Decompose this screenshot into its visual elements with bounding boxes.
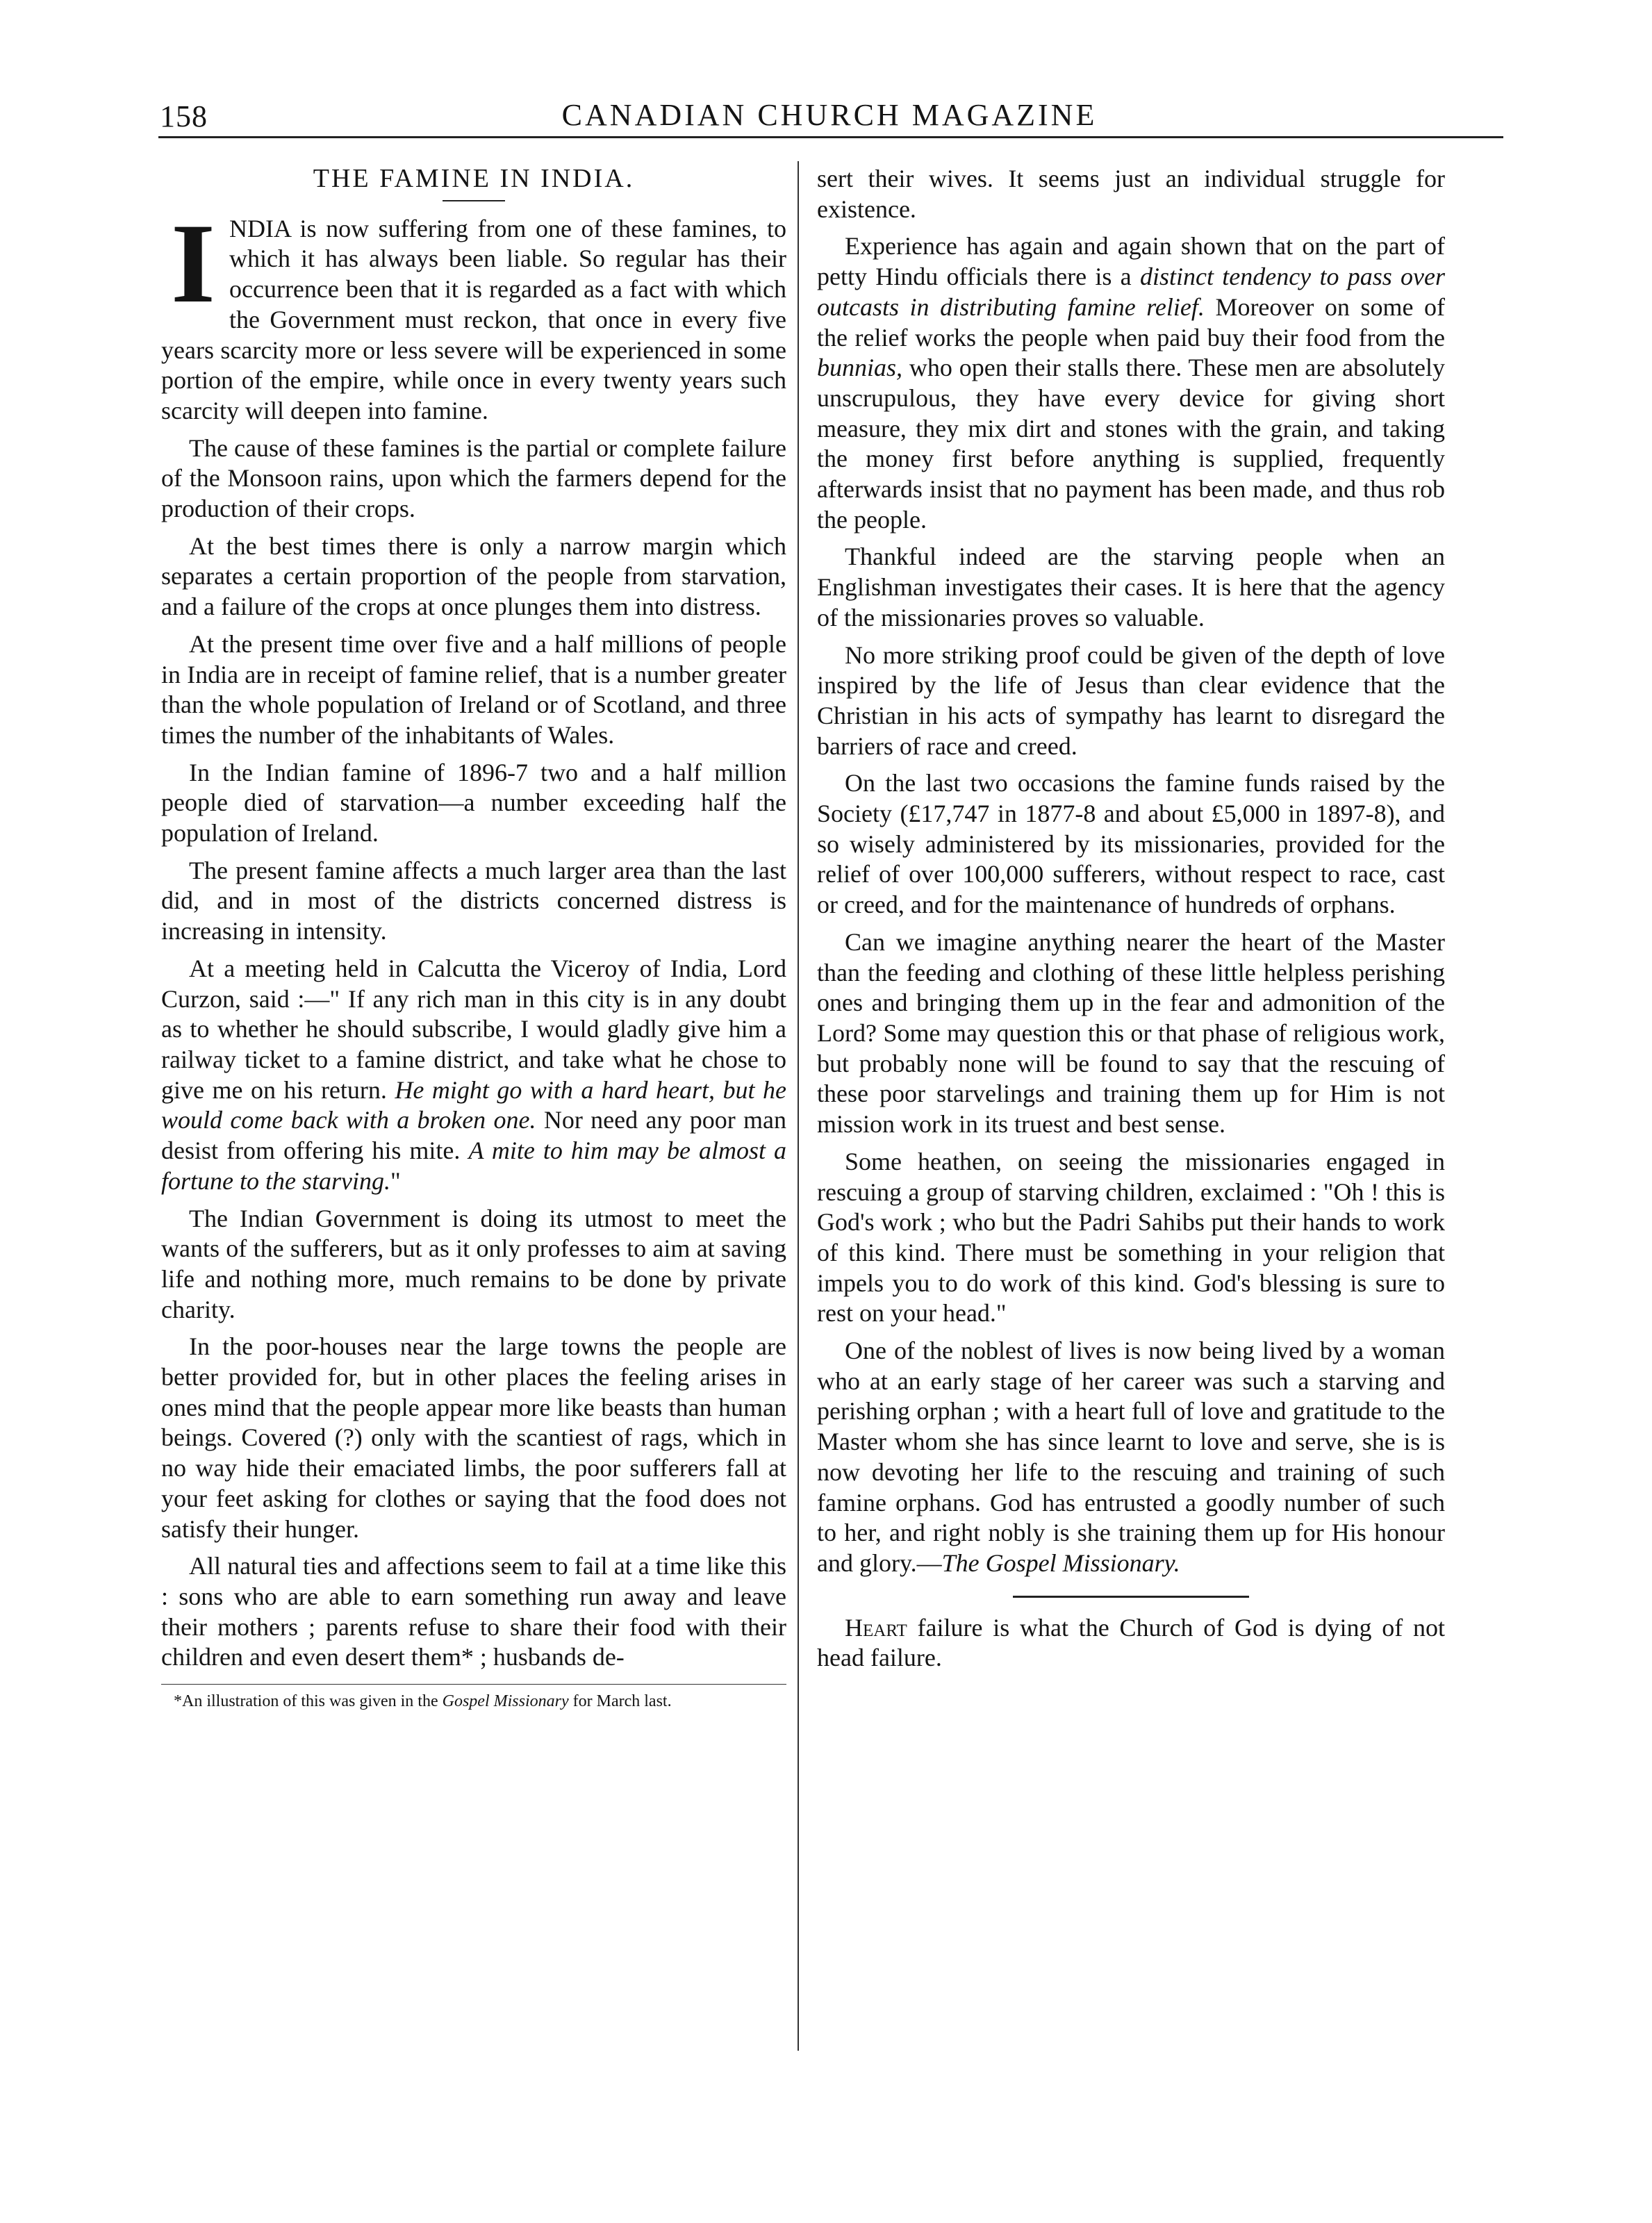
quote-mark: " xyxy=(390,1166,401,1195)
small-caps-word: Heart xyxy=(845,1613,907,1642)
paragraph: Can we imagine anything nearer the heart of the Master than the feeding and clothing of these little helpless perishing ones and bringing them up in the fear and admonition of the Lord? Some may question this or that phase of religious work, but probably none will be found to say that the rescuing of these poor starvelings and training them up for Him is not mission work in its truest and best sense. xyxy=(817,927,1445,1139)
paragraph: All natural ties and affections seem to fail at a time like this : sons who are able to earn something run away and leave their mothers ; parents refuse to share their food with their children and even desert them* ; husbands de- xyxy=(161,1552,786,1671)
header-rule xyxy=(158,136,1503,138)
paragraph: The cause of these famines is the partial or complete failure of the Monsoon rains, upon which the farmers depend for the production of their crops. xyxy=(161,433,786,523)
paragraph: No more striking proof could be given of the depth of love inspired by the life of Jesus than clear evidence that the Christian in his acts of sympathy has learnt to disregard the barriers of race and creed. xyxy=(817,641,1445,760)
footnote-text: *An illustration of this was given in the xyxy=(174,1692,438,1711)
footnote-rule xyxy=(161,1684,786,1685)
paragraph: In the poor-houses near the large towns the people are better provided for, but in other places the feeling arises in ones mind that the people appear more like beasts than human beings. Covered (?) only with the scantiest of rags, which in no way hide their emaciated limbs, the poor sufferers fall at your feet asking for clothes or saying that the food does not satisfy their hunger. xyxy=(161,1332,786,1543)
left-column xyxy=(161,164,786,1711)
paragraph-text: Experience has again and again shown that on the part of petty Hindu officials there is a xyxy=(817,232,1445,291)
paragraph: At the present time over five and a half millions of people in India are in receipt of famine relief, that is a number greater than the whole population of Ireland or of Scotland, and three times the number of the inhabitants of Wales. xyxy=(161,629,786,749)
paragraph: The Indian Government is doing its utmost to meet the wants of the sufferers, but as it only professes to aim at saving life and nothing more, much remains to be done by private charity. xyxy=(161,1204,786,1323)
page-number: 158 xyxy=(160,99,208,133)
paragraph: At the best times there is only a narrow margin which separates a certain proportion of the people from starvation, and a failure of the crops at once plunges them into distress. xyxy=(161,531,786,621)
paragraph: sert their wives. It seems just an individual struggle for existence. xyxy=(817,165,1445,223)
filler-paragraph xyxy=(817,1613,1445,1674)
italic-text: A mite to him may be almost a fortune to the starving. xyxy=(161,1137,787,1195)
drop-cap: I xyxy=(171,200,215,327)
paragraph: The present famine affects a much larger area than the last did, and in most of the districts concerned distress is increasing in intensity. xyxy=(161,856,786,945)
paragraph-text: NDIA is now suffering from one of these famines, to which it has always been liable. So regular has their occurrence been that it is regarded as a fact with which the Government must reckon, that once in every five years scarcity more or less severe will be experienced in some portion of the empire, while once in every twenty years such scarcity will deepen into famine. xyxy=(161,214,786,424)
paragraph-quote xyxy=(161,954,786,1197)
paragraph: On the last two occasions the famine funds raised by the Society (£17,747 in 1877-8 and about £5,000 in 1897-8), and so wisely administered by its missionaries, provided for the relief of over 100,000 sufferers, without respect to race, cast or creed, and for the maintenance of hundreds of orphans. xyxy=(817,769,1445,919)
paragraph: Some heathen, on seeing the missionaries engaged in rescuing a group of starving children, exclaimed : "Oh ! this is God's work ; who but the Padri Sahibs put their hands to work of this kind. There must be something in your religion that impels you to do work of this kind. God's blessing is sure to rest on your head." xyxy=(817,1147,1445,1328)
footnote-italic: Gospel Missionary xyxy=(442,1692,569,1711)
paragraph-text: who open their stalls there. These men are absolutely unscrupulous, they have every device for giving short measure, they mix dirt and stones with the grain, and taking the money first before anything is supplied, frequently afterwards insist that no payment has been made, and thus rob the people. xyxy=(817,354,1445,534)
paragraph-text: At a meeting held in Calcutta the Viceroy of India, Lord Curzon, said :—" If any rich man in this city is in any doubt as to whether he should subscribe, I would gladly give him a railway ticket to a famine district, and take what he chose to give me on his return. xyxy=(161,954,786,1104)
footnote-text: for March last. xyxy=(572,1692,672,1711)
article-title: THE FAMINE IN INDIA. xyxy=(313,164,635,193)
page-header xyxy=(156,97,1503,153)
title-rule xyxy=(443,200,505,201)
paragraph-text: One of the noblest of lives is now being lived by a woman who at an early stage of her career was such a starving and perishing orphan ; with a heart full of love and gratitude to the Master whom she has since learnt to love and serve, she is is now devoting her life to the rescuing and training of such famine orphans. God has entrusted a goodly number of such to her, and right nobly is she training them up for His honour and glory.— xyxy=(817,1337,1445,1577)
paragraph: In the Indian famine of 1896-7 two and a half million people died of starvation—a number exceeding half the population of Ireland. xyxy=(161,758,786,848)
paragraph-text: Nor need any poor man desist from offering his mite. xyxy=(161,1106,787,1165)
column-divider xyxy=(798,161,799,2051)
paragraph xyxy=(161,200,786,427)
source-credit: The Gospel Missionary. xyxy=(941,1548,1180,1577)
italic-text: bunnias, xyxy=(817,354,903,382)
italic-text: distinct tendency to pass over outcasts in distributing famine relief. xyxy=(817,263,1446,321)
paragraph-text: failure is what the Church of God is dying of not head failure. xyxy=(817,1613,1445,1672)
italic-text: He might go with a hard heart, but he would come back with a broken one. xyxy=(161,1075,786,1134)
section-rule xyxy=(1013,1596,1249,1598)
footnote xyxy=(161,1692,786,1711)
running-head: CANADIAN CHURCH MAGAZINE xyxy=(561,98,1098,132)
right-column xyxy=(817,164,1445,1680)
paragraph-text: Moreover on some of the relief works the people when paid buy their food from the xyxy=(817,292,1446,352)
paragraph: Thankful indeed are the starving people when an Englishman investigates their cases. It is here that the agency of the missionaries proves so valuable. xyxy=(817,543,1445,631)
paragraph xyxy=(817,231,1445,535)
paragraph xyxy=(817,1336,1445,1579)
